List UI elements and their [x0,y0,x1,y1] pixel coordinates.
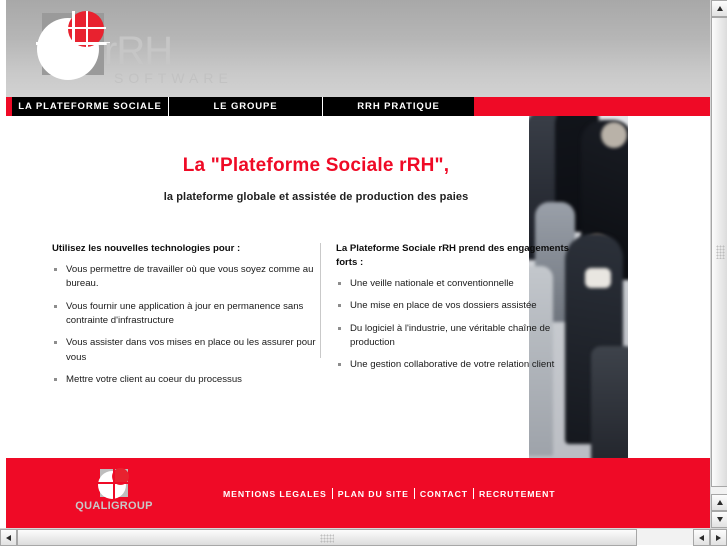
list-item: Vous assister dans vos mises en place ou les assurer pour vous [52,336,318,365]
nav-item-plateforme-sociale[interactable]: LA PLATEFORME SOCIALE [12,97,169,116]
footer-link-list [218,488,560,499]
scroll-down-button-2[interactable] [711,511,727,528]
main-navigation [6,97,710,116]
footer-link-mentions-legales[interactable]: MENTIONS LEGALES [223,488,327,499]
nav-item-le-groupe[interactable]: LE GROUPE [169,97,323,116]
nav-item-list [12,97,474,116]
column-divider [320,243,321,358]
horizontal-scrollbar[interactable] [0,528,727,545]
scroll-grip-icon [320,534,334,543]
site-header [6,0,710,97]
scroll-grip-icon [716,245,725,259]
chevron-down-icon [717,517,723,522]
scroll-left-button-2[interactable] [693,529,710,546]
footer-link-contact[interactable]: CONTACT [419,488,468,499]
right-column-title: La Plateforme Sociale rRH prend des engagements forts : [336,243,569,268]
vertical-scroll-thumb[interactable] [711,17,727,487]
scroll-up-button[interactable] [711,0,727,17]
list-item: Du logiciel à l'industrie, une véritable chaîne de production [336,322,588,351]
site-footer [6,458,710,528]
logo-wordmark-sub: SOFTWARE [114,70,233,86]
page-subtitle: la plateforme globale et assistée de production des paies [163,191,469,203]
scroll-left-button[interactable] [0,529,17,546]
page-canvas [6,0,710,528]
scroll-down-button[interactable] [711,494,727,511]
chevron-left-icon [699,535,704,541]
right-column-list [336,277,588,373]
scroll-right-button[interactable] [710,529,727,546]
right-column [336,242,588,381]
list-item: Une mise en place de vos dossiers assistée [336,299,588,313]
rrh-logo-icon [42,13,104,75]
site-logo[interactable] [42,13,233,86]
left-column-list [52,263,318,388]
horizontal-scroll-thumb[interactable] [17,529,637,546]
chevron-up-icon [717,500,723,505]
chevron-left-icon [6,535,11,541]
qualigroup-logo-icon [100,469,128,497]
footer-link-plan-du-site[interactable]: PLAN DU SITE [337,488,409,499]
list-item: Une veille nationale et conventionnelle [336,277,588,291]
list-item: Une gestion collaborative de votre relation client [336,358,588,372]
page-title: La "Plateforme Sociale rRH", [182,155,450,176]
logo-wordmark: rRH [104,29,173,73]
left-column-title: Utilisez les nouvelles technologies pour : [52,243,241,254]
main-content [6,116,710,458]
qualigroup-label: QUALIGROUP [75,500,153,512]
list-item: Mettre votre client au coeur du processus [52,373,318,387]
nav-item-rrh-pratique[interactable]: RRH PRATIQUE [323,97,474,116]
qualigroup-logo[interactable] [71,469,157,517]
list-item: Vous fournir une application à jour en permanence sans contrainte d'infrastructure [52,300,318,329]
list-item: Vous permettre de travailler où que vous soyez comme au bureau. [52,263,318,292]
chevron-right-icon [716,535,721,541]
chevron-up-icon [717,6,723,11]
left-column [52,242,318,396]
vertical-scrollbar[interactable] [710,0,727,528]
footer-link-recrutement[interactable]: RECRUTEMENT [478,488,556,499]
